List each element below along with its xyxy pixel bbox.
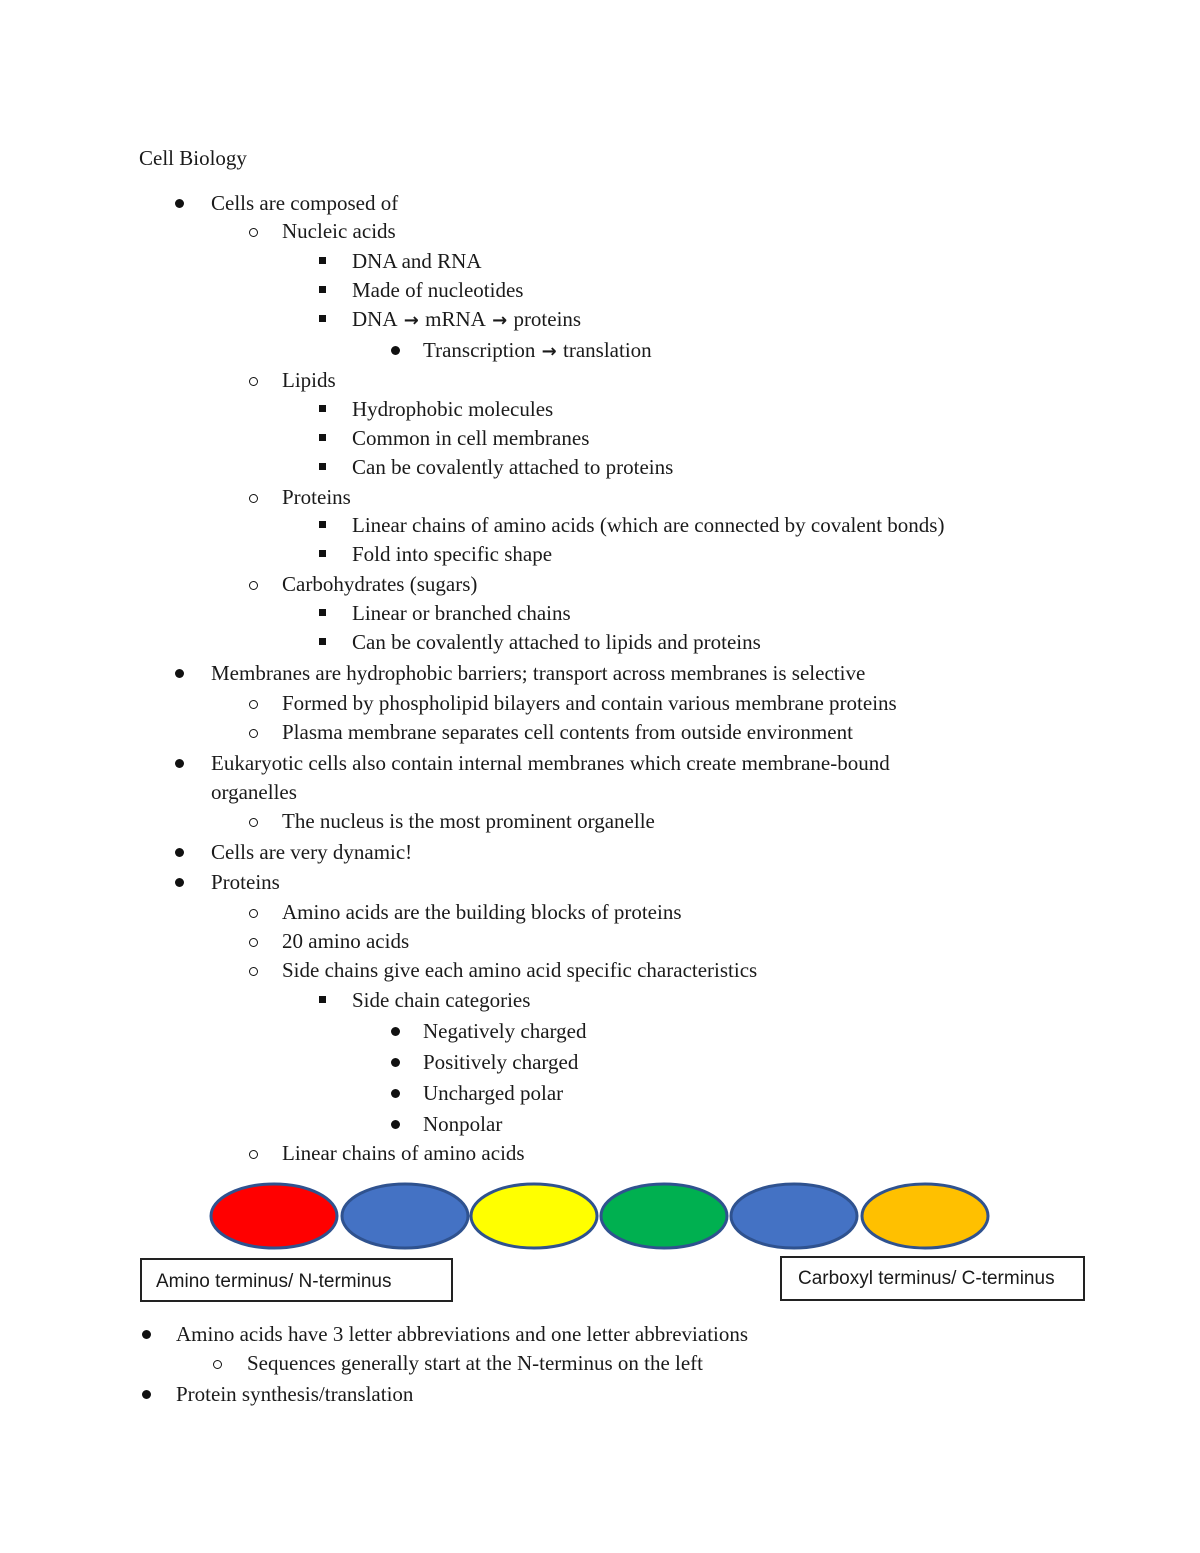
amino-acid-residue bbox=[862, 1184, 988, 1248]
outline-item-level-3: DNA and RNA bbox=[352, 249, 482, 273]
outline-item-text: mRNA bbox=[425, 307, 486, 331]
right-arrow-icon: → bbox=[535, 341, 564, 362]
outline-item-level-1: Proteins bbox=[211, 870, 280, 894]
outline-item-level-3: Can be covalently attached to lipids and proteins bbox=[352, 630, 761, 654]
outline-item-level-4: Positively charged bbox=[423, 1050, 579, 1074]
outline-item-level-2: 20 amino acids bbox=[282, 929, 410, 953]
outline-item-level-1: Cells are composed of bbox=[211, 191, 399, 215]
outline-item-text: DNA bbox=[352, 307, 398, 331]
outline-item-level-3: Common in cell membranes bbox=[352, 426, 590, 450]
outline-item-level-1: Cells are very dynamic! bbox=[211, 840, 413, 864]
outline-item-level-2: Nucleic acids bbox=[282, 219, 396, 243]
bullet-dot-icon bbox=[142, 1390, 151, 1399]
c-terminus-label-box bbox=[780, 1256, 1085, 1301]
page-title: Cell Biology bbox=[139, 146, 247, 170]
outline-item-level-2: Carbohydrates (sugars) bbox=[282, 572, 478, 596]
outline-item-level-2: The nucleus is the most prominent organelle bbox=[282, 809, 655, 833]
outline-item-level-2: Side chains give each amino acid specific characteristics bbox=[282, 958, 758, 982]
right-arrow-icon: → bbox=[485, 310, 514, 331]
outline-item-level-2: Formed by phospholipid bilayers and contain various membrane proteins bbox=[282, 691, 897, 715]
right-arrow-icon: → bbox=[397, 310, 426, 331]
amino-acid-residue bbox=[731, 1184, 857, 1248]
outline-item-level-2: Sequences generally start at the N-terminus on the left bbox=[247, 1351, 704, 1375]
outline-item-level-1: Protein synthesis/translation bbox=[176, 1382, 414, 1406]
amino-acid-residue bbox=[211, 1184, 337, 1248]
outline-item-text: translation bbox=[563, 338, 652, 362]
bullet-dot-icon bbox=[142, 1330, 151, 1339]
outline-item-level-4: Nonpolar bbox=[423, 1112, 503, 1136]
outline-item-level-3: Side chain categories bbox=[352, 988, 531, 1012]
outline-item-level-2: Amino acids are the building blocks of proteins bbox=[282, 900, 682, 924]
amino-acid-residue bbox=[471, 1184, 597, 1248]
outline-item-level-1: Amino acids have 3 letter abbreviations and one letter abbreviations bbox=[176, 1322, 749, 1346]
outline-item-level-2: Linear chains of amino acids bbox=[282, 1141, 525, 1165]
outline-item-level-4: Uncharged polar bbox=[423, 1081, 564, 1105]
bullet-circle-icon bbox=[213, 1360, 222, 1369]
outline-item-text: proteins bbox=[513, 307, 582, 331]
outline-item-level-2: Plasma membrane separates cell contents from outside environment bbox=[282, 720, 853, 744]
outline-item-level-3: Hydrophobic molecules bbox=[352, 397, 554, 421]
outline-item-level-1: Membranes are hydrophobic barriers; transport across membranes is selective bbox=[211, 661, 866, 685]
c-terminus-label: Carboxyl terminus/ C-terminus bbox=[798, 1268, 1055, 1289]
n-terminus-label: Amino terminus/ N-terminus bbox=[156, 1271, 392, 1292]
outline-item-level-3: Can be covalently attached to proteins bbox=[352, 455, 674, 479]
amino-acid-residue bbox=[342, 1184, 468, 1248]
outline-item-level-3: Made of nucleotides bbox=[352, 278, 524, 302]
outline-item-level-1: organelles bbox=[211, 780, 297, 804]
amino-acid-residue bbox=[601, 1184, 727, 1248]
outline-item-level-2: Lipids bbox=[282, 368, 336, 392]
outline-item-level-2: Proteins bbox=[282, 485, 351, 509]
outline-item-level-4: Negatively charged bbox=[423, 1019, 587, 1043]
outline-item-level-3: Linear or branched chains bbox=[352, 601, 571, 625]
outline-item-level-3: Linear chains of amino acids (which are connected by covalent bonds) bbox=[352, 513, 945, 537]
n-terminus-label-box bbox=[140, 1258, 453, 1302]
outline-item-level-1: Eukaryotic cells also contain internal membranes which create membrane-bound bbox=[211, 751, 890, 775]
outline-item-text: Transcription bbox=[423, 338, 536, 362]
outline-item-level-3: Fold into specific shape bbox=[352, 542, 553, 566]
